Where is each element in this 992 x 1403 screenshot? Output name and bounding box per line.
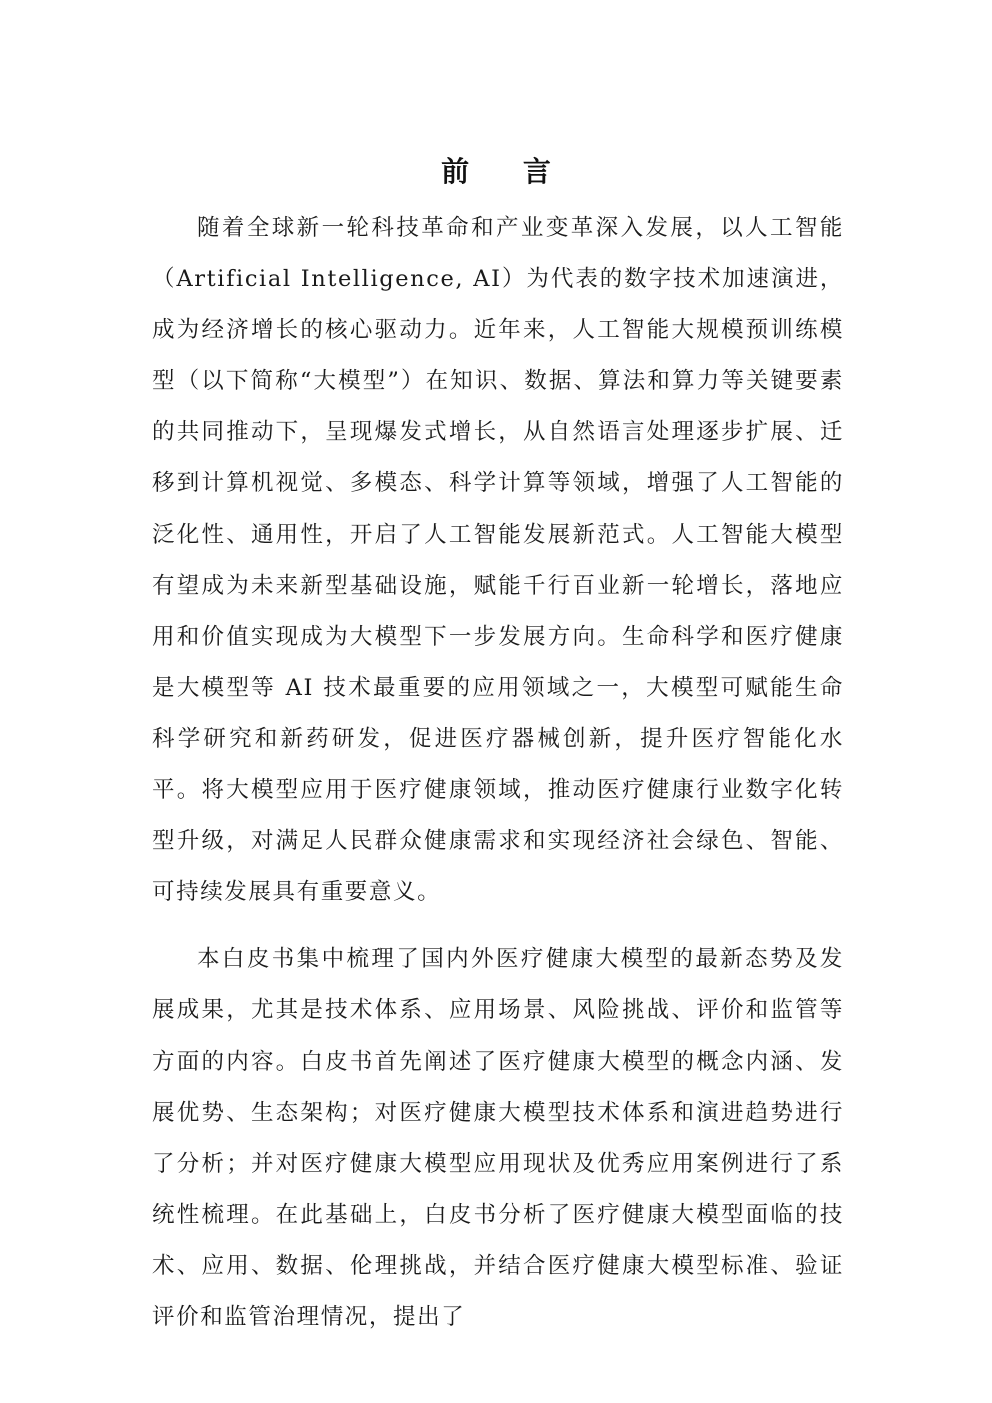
paragraph-1: 随着全球新一轮科技革命和产业变革深入发展，以人工智能（Artificial Intelligence, AI）为代表的数字技术加速演进，成为经济增长的核心驱动力。近年来，人工智能大规模预训练模型（以下简称“大模型”）在知识、数据、算法和算力等关键要素的共同推动下，呈现爆发式增长，从自然语言处理逐步扩展、迁移到计算机视觉、多模态、科学计算等领域，增强了人工智能的泛化性、通用性，开启了人工智能发展新范式。人工智能大模型有望成为未来新型基础设施，赋能千行百业新一轮增长，落地应用和价值实现成为大模型下一步发展方向。生命科学和医疗健康是大模型等 AI 技术最重要的应用领域之一，大模型可赋能生命科学研究和新药研发，促进医疗器械创新，提升医疗智能化水平。将大模型应用于医疗健康领域，推动医疗健康行业数字化转型升级，对满足人民群众健康需求和实现经济社会绿色、智能、可持续发展具有重要意义。: [152, 215, 844, 906]
page-title: 前 言: [441, 155, 573, 188]
paragraph-2: 本白皮书集中梳理了国内外医疗健康大模型的最新态势及发展成果，尤其是技术体系、应用场景、风险挑战、评价和监管等方面的内容。白皮书首先阐述了医疗健康大模型的概念内涵、发展优势、生态架构；对医疗健康大模型技术体系和演进趋势进行了分析；并对医疗健康大模型应用现状及优秀应用案例进行了系统性梳理。在此基础上，白皮书分析了医疗健康大模型面临的技术、应用、数据、伦理挑战，并结合医疗健康大模型标准、验证评价和监管治理情况，提出了: [152, 946, 844, 1330]
body-text: [152, 203, 844, 1343]
